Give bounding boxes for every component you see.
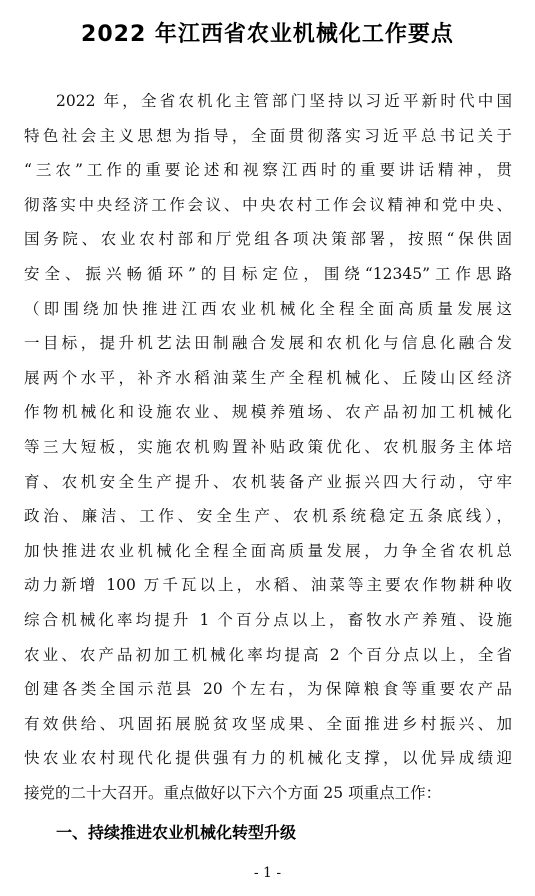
paragraph-line: 加快推进农业机械化全程全面高质量发展，力争全省农机总 <box>24 541 512 560</box>
paragraph-line: 2022 年，全省农机化主管部门坚持以习近平新时代中国 <box>56 92 512 110</box>
paragraph-line: 特色社会主义思想为指导，全面贯彻落实习近平总书记关于 <box>24 126 512 145</box>
paragraph-line: 国务院、农业农村部和厅党组各项决策部署，按照“保供固 <box>24 230 512 249</box>
paragraph-line: “三农”工作的重要论述和视察江西时的重要讲话精神，贯 <box>24 161 512 180</box>
paragraph-line: 彻落实中央经济工作会议、中央农村工作会议精神和党中央、 <box>24 195 512 214</box>
page-number: - 1 - <box>253 865 282 881</box>
paragraph-line: 作物机械化和设施农业、规模养殖场、农产品初加工机械化 <box>24 403 512 422</box>
paragraph-line: 政治、廉洁、工作、安全生产、农机系统稳定五条底线）， <box>24 507 512 526</box>
paragraph-line: 快农业农村现代化提供强有力的机械化支撑，以优异成绩迎 <box>24 749 512 768</box>
section-heading: 一、持续推进农业机械化转型升级 <box>56 823 297 842</box>
paragraph-line: 安全、振兴畅循环”的目标定位，围绕“12345”工作思路 <box>24 265 512 283</box>
paragraph-line: 一目标，提升机艺法田制融合发展和农机化与信息化融合发 <box>24 334 512 353</box>
paragraph-line: 接党的二十大召开。重点做好以下六个方面 25 项重点工作： <box>24 784 442 802</box>
paragraph-line: 等三大短板，实施农机购置补贴政策优化、农机服务主体培 <box>24 438 512 456</box>
paragraph-line: 创建各类全国示范县 20 个左右，为保障粮食等重要农产品 <box>24 680 512 699</box>
paragraph-line: 育、农机安全生产提升、农机装备产业振兴四大行动，守牢 <box>24 472 512 491</box>
document-title: 2022 年江西省农业机械化工作要点 <box>81 22 454 47</box>
paragraph-line: 展两个水平，补齐水稻油菜生产全程机械化、丘陵山区经济 <box>24 368 512 387</box>
paragraph-line: （即围绕加快推进江西农业机械化全程全面高质量发展这 <box>24 299 512 318</box>
paragraph-line: 综合机械化率均提升 1 个百分点以上，畜牧水产养殖、设施 <box>24 611 512 629</box>
paragraph-line: 动力新增 100 万千瓦以上，水稻、油菜等主要农作物耕种收 <box>24 576 512 595</box>
paragraph-line: 农业、农产品初加工机械化率均提高 2 个百分点以上，全省 <box>24 645 512 664</box>
paragraph-line: 有效供给、巩固拓展脱贫攻坚成果、全面推进乡村振兴、加 <box>24 714 512 733</box>
